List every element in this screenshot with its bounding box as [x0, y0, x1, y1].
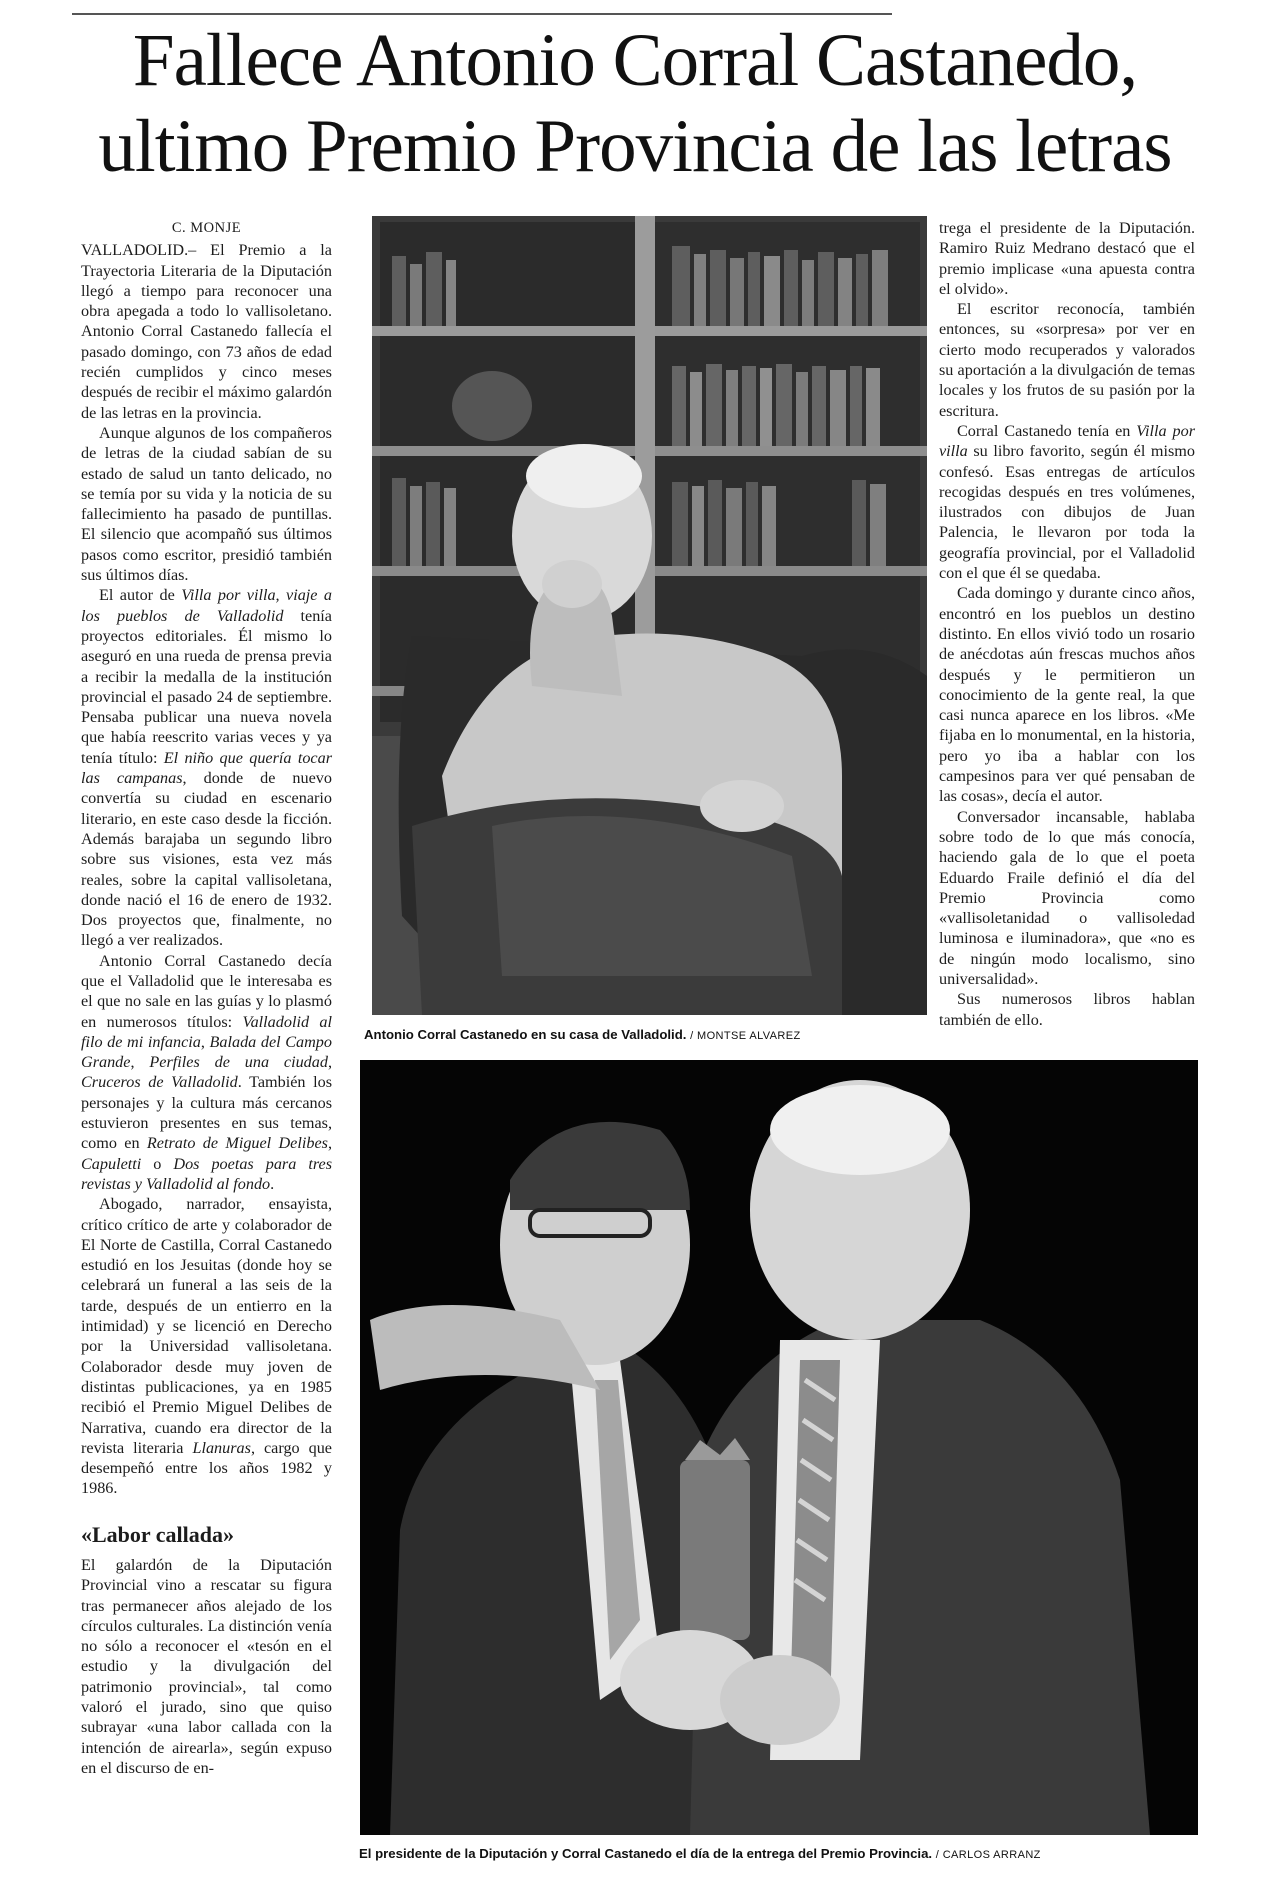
photo-award-ceremony	[360, 1060, 1198, 1835]
photo-award-ceremony-image	[360, 1060, 1198, 1835]
paragraph: Sus numerosos libros hablan también de ello.	[939, 990, 1195, 1029]
subheading: «Labor callada»	[81, 1521, 235, 1547]
headline	[40, 18, 1230, 190]
photo-credit: / CARLOS ARRANZ	[935, 1849, 1041, 1861]
photo-writer-at-home	[372, 216, 927, 1015]
byline: C. MONJE	[171, 220, 242, 236]
paragraph: Corral Castanedo tenía en Villa por villa su libro favorito, según él mismo confesó. Esas entregas de artículos recogidas después en tres volúmenes, ilustrados con dibujos de Juan Palencia, le llevaron por toda la geografía provincial, por el Valladolid con el que él se quedaba.	[939, 421, 1195, 583]
paragraph: El autor de Villa por villa, viaje a los pueblos de Valladolid tenía proyectos editoriales. Él mismo lo aseguró en una rueda de prensa previa a recibir la medalla de la institución provincial el pasado 24 de septiembre. Pensaba publicar una nueva novela que había reescrito varias veces y ya tenía título: El niño que quería tocar las campanas, donde de nuevo convertía su ciudad en escenario literario, en este caso desde la ficción. Además barajaba un segundo libro sobre sus visiones, esta vez más reales, sobre la capital vallisoletana, donde nació el 16 de enero de 1932. Dos proyectos que, finalmente, no llegó a ver realizados.	[81, 586, 332, 950]
caption-text: Antonio Corral Castanedo en su casa de Valladolid.	[364, 1027, 687, 1042]
caption-text: El presidente de la Diputación y Corral Castanedo el día de la entrega del Premio Provincia.	[359, 1846, 933, 1861]
paragraph: Cada domingo y durante cinco años, encontró en los pueblos un destino distinto. En ellos vivió todo un rosario de anécdotas aún frescas muchos años después y le permitieron un conocimiento de la gente real, la que casi nunca aparece en los libros. «Me fijaba en lo monumental, en la historia, pero yo iba a hablar con los campesinos para ver qué pensaban de las cosas», decía el autor.	[939, 584, 1195, 806]
paragraph: Abogado, narrador, ensayista, crítico crítico de arte y colaborador de El Norte de Castilla, Corral Castanedo estudió en los Jesuitas (donde hoy se celebrará un funeral a las seis de la tarde, después de un entierro en la intimidad) y se licenció en Derecho por la Universidad vallisoletana. Colaborador desde muy joven de distintas publicaciones, ya en 1985 recibió el Premio Miguel Delibes de Narrativa, cuando era director de la revista literaria Llanuras, cargo que desempeñó entre los años 1982 y 1986.	[81, 1195, 332, 1498]
top-rule	[72, 13, 892, 15]
article-column-right	[939, 218, 1195, 1030]
paragraph: El galardón de la Diputación Provincial vino a rescatar su figura tras permanecer años alejado de los círculos culturales. La distinción venía no sólo a reconocer el «tesón en el estudio y la divulgación del patrimonio provincial», tal como valoró el jurado, sino que quiso subrayar «una labor callada con la intención de airearla», según expuso en el discurso de en-	[81, 1556, 332, 1777]
article-column-left	[81, 218, 332, 1778]
photo-award-caption	[359, 1846, 1041, 1861]
headline-line-2: ultimo Premio Provincia de las letras	[98, 105, 1172, 188]
paragraph: Conversador incansable, hablaba sobre todo de lo que más conocía, haciendo gala de lo que el poeta Eduardo Fraile definió el día del Premio Provincia como «vallisoletanidad o vallisoledad luminosa e iluminadora», que «no es de ningún modo localismo, sino universalidad».	[939, 807, 1195, 988]
paragraph: Antonio Corral Castanedo decía que el Valladolid que le interesaba es el que no sale en las guías y lo plasmó en numerosos títulos: Valladolid al filo de mi infancia, Balada del Campo Grande, Perfiles de una ciudad, Cruceros de Valladolid. También los personajes y la cultura más cercanos estuvieron presentes en sus temas, como en Retrato de Miguel Delibes, Capuletti o Dos poetas para tres revistas y Valladolid al fondo.	[81, 951, 333, 1193]
paragraph: trega el presidente de la Diputación. Ramiro Ruiz Medrano destacó que el premio implicase «una apuesta contra el olvido».	[939, 219, 1195, 298]
photo-writer-at-home-image	[372, 216, 927, 1015]
photo-writer-caption	[364, 1027, 801, 1042]
headline-line-1: Fallece Antonio Corral Castanedo,	[132, 19, 1138, 102]
paragraph: Aunque algunos de los compañeros de letras de la ciudad sabían de su estado de salud un tanto delicado, no se temía por su vida y la noticia de su fallecimiento ha pasado de puntillas. El silencio que acompañó sus últimos pasos como escritor, presidió también sus últimos días.	[81, 423, 332, 585]
photo-credit: / MONTSE ALVAREZ	[690, 1030, 801, 1042]
paragraph: VALLADOLID.– El Premio a la Trayectoria Literaria de la Diputación llegó a tiempo para reconocer una obra apegada a todo lo vallisoletano. Antonio Corral Castanedo fallecía el pasado domingo, con 73 años de edad recién cumplidos y cinco meses después de recibir el máximo galardón de las letras en la provincia.	[81, 241, 332, 422]
paragraph: El escritor reconocía, también entonces, su «sorpresa» por ver en cierto modo recuperados y valorados su aportación a la divulgación de temas locales y los frutos de su pasión por la escritura.	[939, 300, 1195, 420]
